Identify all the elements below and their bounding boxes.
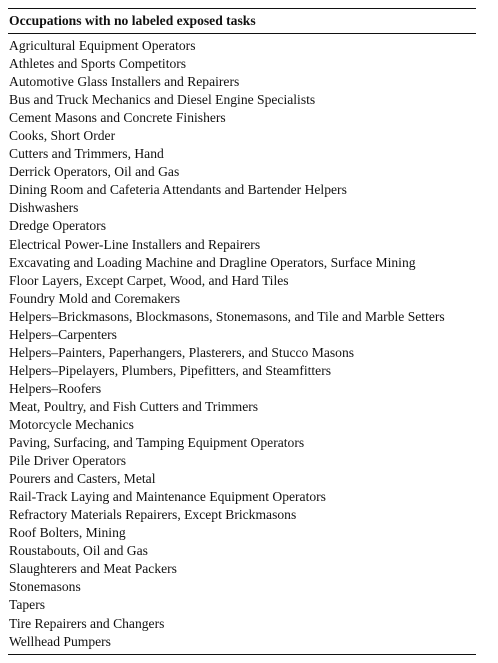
table-row: Derrick Operators, Oil and Gas: [9, 164, 180, 180]
table-row: Dishwashers: [9, 200, 79, 216]
table-row: Paving, Surfacing, and Tamping Equipment Operators: [9, 435, 305, 451]
table-row: Excavating and Loading Machine and Dragline Operators, Surface Mining: [9, 254, 416, 270]
table-row: Slaughterers and Meat Packers: [9, 561, 177, 577]
table-row: Refractory Materials Repairers, Except Brickmasons: [9, 507, 297, 523]
table-row: Stonemasons: [9, 579, 81, 595]
table-row: Helpers–Roofers: [9, 380, 102, 396]
table-row: Cement Masons and Concrete Finishers: [9, 110, 226, 126]
table-row: Cooks, Short Order: [9, 128, 116, 144]
table-row: Pourers and Casters, Metal: [9, 471, 156, 487]
table-row: Roof Bolters, Mining: [9, 525, 126, 541]
table-row: Dining Room and Cafeteria Attendants and Bartender Helpers: [9, 182, 347, 198]
table-row: Cutters and Trimmers, Hand: [9, 146, 164, 162]
table-row: Helpers–Carpenters: [9, 326, 117, 342]
occupations-table: [8, 8, 476, 655]
table-row: Helpers–Painters, Paperhangers, Plasterers, and Stucco Masons: [9, 344, 355, 360]
table-header-rule: [8, 33, 476, 34]
table-row: Rail-Track Laying and Maintenance Equipment Operators: [9, 489, 326, 505]
table-body: [8, 37, 476, 651]
table-row: Tapers: [9, 597, 46, 613]
table-row: Floor Layers, Except Carpet, Wood, and Hard Tiles: [9, 272, 289, 288]
table-row: Agricultural Equipment Operators: [9, 38, 196, 53]
table-row: Meat, Poultry, and Fish Cutters and Trimmers: [9, 398, 259, 414]
table-row: Roustabouts, Oil and Gas: [9, 543, 148, 559]
table-row: Helpers–Pipelayers, Plumbers, Pipefitters, and Steamfitters: [9, 362, 332, 378]
table-row: Pile Driver Operators: [9, 453, 127, 469]
table-row: Foundry Mold and Coremakers: [9, 290, 181, 306]
table-row: Bus and Truck Mechanics and Diesel Engine Specialists: [9, 92, 316, 108]
table-bottom-rule: [8, 654, 476, 655]
table-row: Wellhead Pumpers: [9, 633, 111, 649]
table-row: Automotive Glass Installers and Repairers: [9, 74, 240, 90]
table-row: Dredge Operators: [9, 218, 107, 234]
table-row: Tire Repairers and Changers: [9, 615, 165, 631]
table-header: Occupations with no labeled exposed tasks: [9, 13, 256, 28]
table-row: Electrical Power-Line Installers and Repairers: [9, 236, 261, 252]
table-row: Motorcycle Mechanics: [9, 416, 134, 432]
table-row: Helpers–Brickmasons, Blockmasons, Stonemasons, and Tile and Marble Setters: [9, 308, 445, 324]
table-row: Athletes and Sports Competitors: [9, 56, 187, 72]
